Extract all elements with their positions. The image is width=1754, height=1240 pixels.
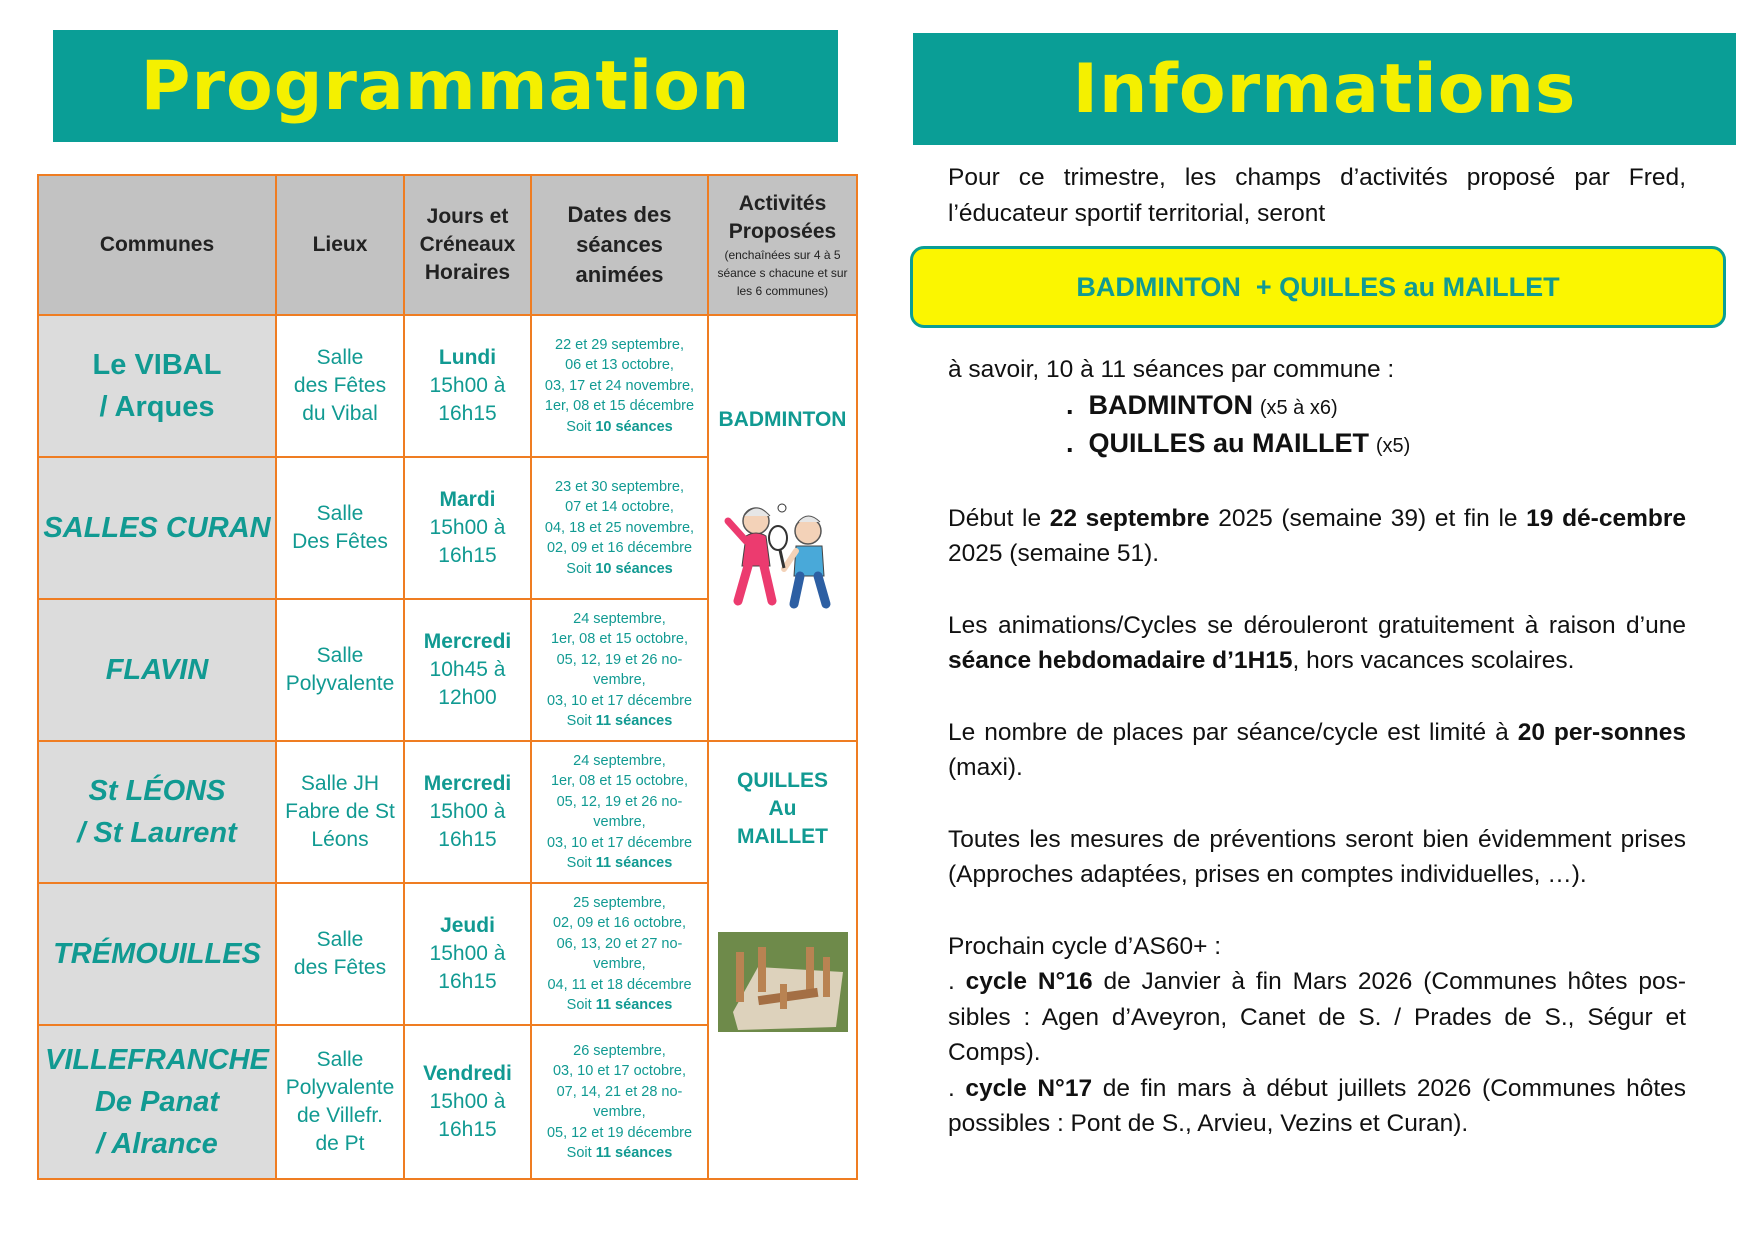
header-communes: Communes [38,175,276,315]
heures-label: 10h45 à 12h00 [429,658,506,709]
a-savoir-text: à savoir, 10 à 11 séances par commune : [948,356,1395,383]
weekly-session: séance hebdomadaire d’1H15 [948,647,1293,674]
jour-label: Mercredi [423,772,512,795]
lieu-cell: Salle Des Fêtes [276,457,404,599]
table-header-row [38,175,857,315]
jour-label: Mardi [439,488,496,511]
seances-count [532,853,707,874]
dates-list: 26 septembre, 03, 10 et 17 octobre, 07, 14, 21 et 28 no- vembre, 05, 12 et 19 décembre [546,1042,693,1141]
bullet-quilles-note: (x5) [1375,435,1411,457]
badminton-illustration [709,496,856,629]
heures-label: 15h00 à 16h15 [429,942,506,993]
activity-badminton-label: BADMINTON [718,408,847,431]
seances-number: 11 séances [595,713,673,729]
dates-cell [531,1025,708,1179]
start-date: 22 septembre [1049,504,1210,532]
mesures-paragraph: Toutes les mesures de préventions seront bien évidemment prises (Approches adaptées, prises en comptes individuelles, …). [948,825,1686,888]
header-activites [708,175,857,315]
places-paragraph [948,715,1686,786]
soit-label: Soit [566,418,592,435]
cycle-17-dot: . [948,1074,966,1102]
soit-label: Soit [566,560,592,577]
seances-number: 11 séances [595,1145,673,1161]
header-activites-note: (enchaînées sur 4 à 5 séance s chacune et sur les 6 communes) [717,248,848,298]
heures-label: 15h00 à 16h15 [429,1090,506,1141]
quilles-photo [709,932,856,1040]
cycle-16-paragraph [948,964,1686,1071]
dates-text-1: Début le [948,504,1050,532]
soit-label: Soit [566,1145,592,1161]
header-activites-label: Activités Proposées [728,192,837,243]
animations-paragraph [948,608,1686,679]
dates-list: 24 septembre, 1er, 08 et 15 octobre, 05, 12, 19 et 26 no- vembre, 03, 10 et 17 décembre [546,610,693,709]
horaire-cell [404,741,531,883]
places-text-2: (maxi). [948,754,1023,781]
lieu-cell: Salle Polyvalente [276,599,404,741]
soit-label: Soit [566,855,592,871]
activity-quilles-label: QUILLES Au MAILLET [736,769,828,848]
heures-label: 15h00 à 16h15 [429,516,506,567]
soit-label: Soit [566,997,592,1013]
heures-label: 15h00 à 16h15 [429,374,506,425]
commune-cell: TRÉMOUILLES [38,883,276,1025]
activity-bullet-1: . BADMINTON (x5 à x6) [1066,389,1338,420]
activity-cell-quilles [708,741,857,1179]
lieu-cell: Salle Polyvalente de Villefr. de Pt [276,1025,404,1179]
dates-cell [531,315,708,457]
lieu-cell: Salle des Fêtes du Vibal [276,315,404,457]
jour-label: Lundi [438,346,497,369]
cycle-16-text: de Janvier à fin Mars 2026 (Communes hôtes pos-sibles : Agen d’Aveyron, Canet de S. / Prades de S., Ségur et Comps). [948,968,1686,1066]
horaire-cell [404,1025,531,1179]
dates-cell [531,741,708,883]
horaire-cell [404,599,531,741]
dates-cell [531,457,708,599]
dates-cell [531,599,708,741]
commune-cell: Le VIBAL / Arques [38,315,276,457]
prochain-cycle-heading: Prochain cycle d’AS60+ : [948,932,1222,960]
end-date: 19 dé-cembre [1526,504,1686,532]
horaire-cell [404,457,531,599]
informations-banner [913,33,1736,145]
animations-text-1: Les animations/Cycles se dérouleront gratuitement à raison d’une [948,611,1686,639]
cycle-17-paragraph [948,1071,1686,1142]
seances-number: 10 séances [595,560,673,577]
table-row [38,741,857,883]
seances-number: 11 séances [595,997,673,1013]
lieu-cell: Salle des Fêtes [276,883,404,1025]
cycle-16-dot: . [948,968,966,995]
dates-list: 23 et 30 septembre, 07 et 14 octobre, 04, 18 et 25 novembre, 02, 09 et 16 décembre [544,478,695,557]
places-text-1: Le nombre de places par séance/cycle est limité à [948,718,1518,746]
commune-cell: St LÉONS / St Laurent [38,741,276,883]
seances-count [532,711,707,732]
horaire-cell [404,883,531,1025]
dates-list: 25 septembre, 02, 09 et 16 octobre, 06, 13, 20 et 27 no- vembre, 04, 11 et 18 décembre [547,894,692,993]
dates-list: 24 septembre, 1er, 08 et 15 octobre, 05, 12, 19 et 26 no- vembre, 03, 10 et 17 décembre [546,752,693,851]
header-lieux: Lieux [276,175,404,315]
seances-count [532,417,707,438]
cycle-17-text: de fin mars à début juillets 2026 (Communes hôtes possibles : Pont de S., Arvieu, Vezins et Curan). [948,1074,1686,1137]
horaire-cell [404,315,531,457]
commune-cell: VILLEFRANCHE De Panat / Alrance [38,1025,276,1179]
commune-cell: FLAVIN [38,599,276,741]
programmation-title: Programmation [140,46,751,126]
information-details [948,352,1686,1142]
dates-cell [531,883,708,1025]
seances-number: 10 séances [595,418,673,435]
header-jours: Jours et Créneaux Horaires [404,175,531,315]
programmation-banner [53,30,838,142]
seances-number: 11 séances [595,855,673,871]
dates-text-3: 2025 (semaine 51). [948,540,1160,567]
soit-label: Soit [566,713,592,729]
jour-label: Jeudi [440,914,495,937]
bullet-quilles-label: QUILLES au MAILLET [1088,428,1370,458]
animations-text-2: , hors vacances scolaires. [1292,647,1575,674]
jour-label: Vendredi [423,1062,512,1085]
seances-count [532,559,707,580]
activities-highlight-box [910,246,1726,328]
seances-count [532,1143,707,1164]
informations-title: Informations [1072,49,1577,129]
activity-bullet-2: . QUILLES au MAILLET (x5) [1066,428,1411,458]
dates-list: 22 et 29 septembre, 06 et 13 octobre, 03, 17 et 24 novembre, 1er, 08 et 15 décembre [544,336,695,415]
jour-label: Mercredi [423,630,512,653]
activities-highlight-text: BADMINTON + QUILLES au MAILLET [1076,271,1560,302]
cycle-17-label: cycle N°17 [965,1074,1093,1102]
cycle-16-label: cycle N°16 [965,968,1093,995]
commune-cell: SALLES CURAN [38,457,276,599]
places-limit: 20 per-sonnes [1517,718,1686,746]
information-section [948,160,1686,231]
dates-text-2: 2025 (semaine 39) et fin le [1209,504,1527,532]
dates-paragraph [948,501,1686,572]
intro-text: Pour ce trimestre, les champs d’activités proposé par Fred, l’éducateur sportif territorial, seront [948,164,1686,227]
schedule-table [37,174,858,1180]
table-row [38,315,857,457]
bullet-badminton-note: (x5 à x6) [1259,396,1338,419]
seances-count [532,995,707,1016]
heures-label: 15h00 à 16h15 [429,800,506,851]
lieu-cell: Salle JH Fabre de St Léons [276,741,404,883]
bullet-badminton-label: BADMINTON [1088,389,1254,420]
header-dates: Dates des séances animées [531,175,708,315]
activity-cell-badminton [708,315,857,741]
